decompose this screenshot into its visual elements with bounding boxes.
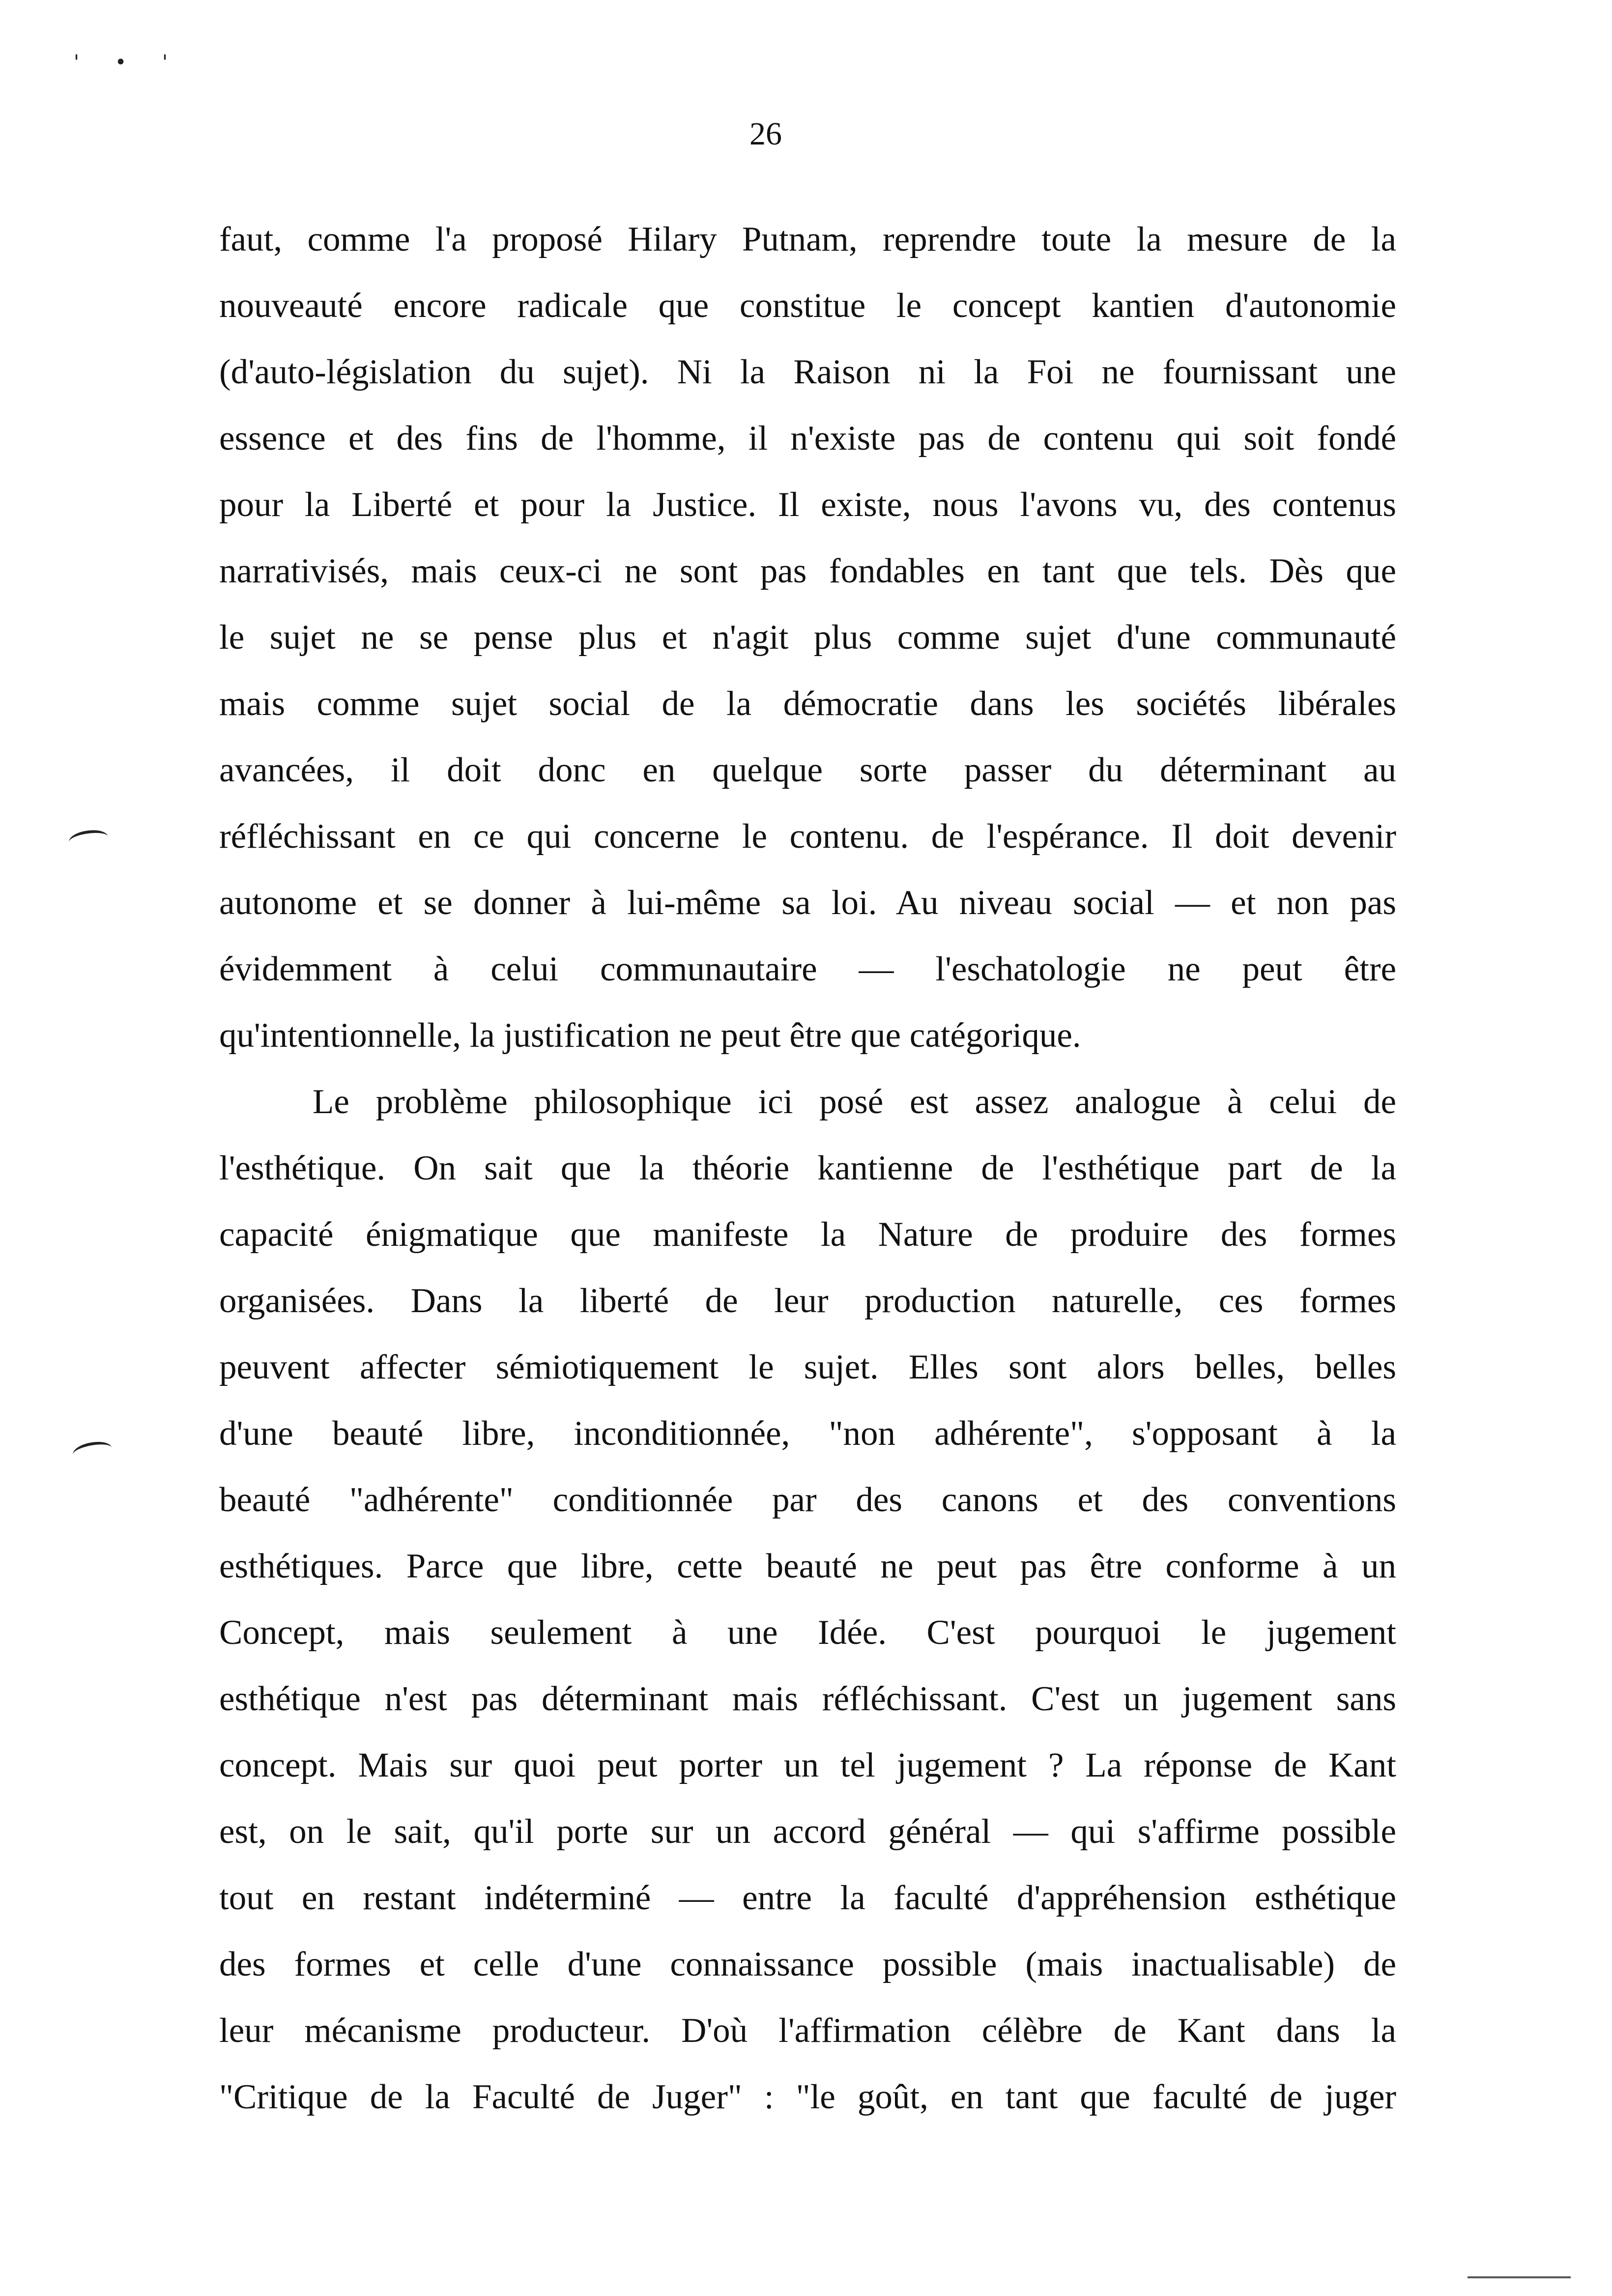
- page-number: 26: [749, 116, 782, 152]
- text-line: autonome et se donner à lui-même sa loi. Au niveau social — et non pas: [219, 884, 1396, 922]
- text-line: "Critique de la Faculté de Juger" : "le goût, en tant que faculté de juger: [219, 2078, 1396, 2116]
- text-line: concept. Mais sur quoi peut porter un tel jugement ? La réponse de Kant: [219, 1746, 1396, 1784]
- text-line: beauté "adhérente" conditionnée par des canons et des conventions: [219, 1481, 1396, 1519]
- text-line: pour la Liberté et pour la Justice. Il existe, nous l'avons vu, des contenus: [219, 486, 1396, 524]
- text-line: Le problème philosophique ici posé est assez analogue à celui de: [313, 1083, 1396, 1121]
- text-line: mais comme sujet social de la démocratie dans les sociétés libérales: [219, 685, 1396, 723]
- text-line: capacité énigmatique que manifeste la Nature de produire des formes: [219, 1215, 1396, 1254]
- text-line: faut, comme l'a proposé Hilary Putnam, reprendre toute la mesure de la: [219, 220, 1396, 258]
- text-line: réfléchissant en ce qui concerne le contenu. de l'espérance. Il doit devenir: [219, 817, 1396, 856]
- text-line: Concept, mais seulement à une Idée. C'est pourquoi le jugement: [219, 1613, 1396, 1652]
- text-line: évidemment à celui communautaire — l'eschatologie ne peut être: [219, 950, 1396, 988]
- bottom-rule: [1468, 2276, 1571, 2278]
- text-line: narrativisés, mais ceux-ci ne sont pas fondables en tant que tels. Dès que: [219, 552, 1396, 590]
- text-line: leur mécanisme producteur. D'où l'affirmation célèbre de Kant dans la: [219, 2011, 1396, 2050]
- text-line: esthétiques. Parce que libre, cette beauté ne peut pas être conforme à un: [219, 1547, 1396, 1585]
- text-line: l'esthétique. On sait que la théorie kantienne de l'esthétique part de la: [219, 1149, 1396, 1187]
- text-line: peuvent affecter sémiotiquement le sujet. Elles sont alors belles, belles: [219, 1348, 1396, 1386]
- margin-annotation-mark: [68, 828, 109, 851]
- scan-marks: ' • ': [74, 51, 183, 74]
- text-line: organisées. Dans la liberté de leur production naturelle, ces formes: [219, 1282, 1396, 1320]
- text-line: des formes et celle d'une connaissance possible (mais inactualisable) de: [219, 1945, 1396, 1983]
- text-line: est, on le sait, qu'il porte sur un accord général — qui s'affirme possible: [219, 1812, 1396, 1851]
- text-line: le sujet ne se pense plus et n'agit plus comme sujet d'une communauté: [219, 618, 1396, 657]
- text-line: essence et des fins de l'homme, il n'existe pas de contenu qui soit fondé: [219, 419, 1396, 458]
- document-body: [219, 206, 1396, 2130]
- text-line: tout en restant indéterminé — entre la faculté d'appréhension esthétique: [219, 1879, 1396, 1917]
- margin-annotation-mark: [71, 1439, 113, 1463]
- text-line: d'une beauté libre, inconditionnée, "non adhérente", s'opposant à la: [219, 1414, 1396, 1453]
- text-line: qu'intentionnelle, la justification ne peut être que catégorique.: [219, 1016, 1081, 1055]
- text-line: (d'auto-législation du sujet). Ni la Raison ni la Foi ne fournissant une: [219, 353, 1396, 391]
- text-line: avancées, il doit donc en quelque sorte passer du déterminant au: [219, 751, 1396, 789]
- text-line: esthétique n'est pas déterminant mais réfléchissant. C'est un jugement sans: [219, 1680, 1396, 1718]
- text-line: nouveauté encore radicale que constitue le concept kantien d'autonomie: [219, 287, 1396, 325]
